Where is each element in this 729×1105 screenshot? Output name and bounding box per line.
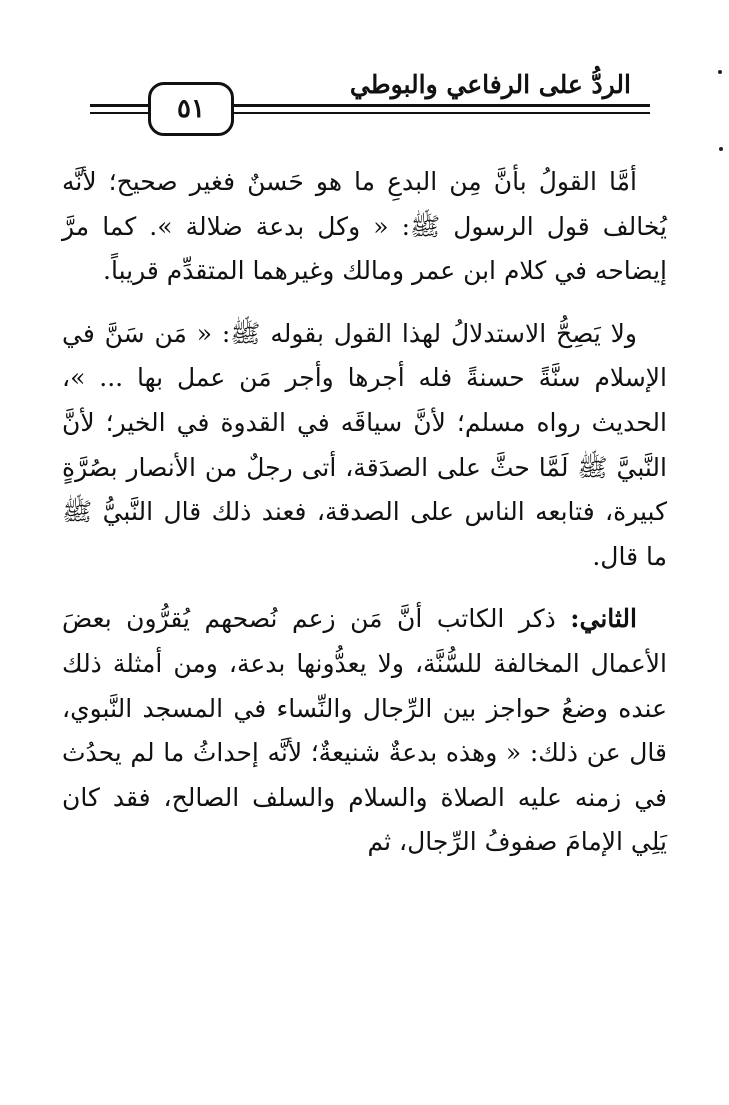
page-number: ٥١	[148, 82, 234, 136]
paragraph-text: ذكر الكاتب أنَّ مَن زعم نُصحهم يُقرُّون بعضَ الأعمال المخالفة للسُّنَّة، ولا يعدُّونها بدعة، ومن أمثلة ذلك عنده وضعُ حواجز بين الرِّجال والنِّساء في المسجد النَّبوي، قال عن ذلك: « وهذه بدعةٌ شنيعةٌ؛ لأنَّه إحداثُ ما لم يحدُث في زمنه عليه الصلاة والسلام والسلف الصالح، فقد كان يَلِي الإمامَ صفوفُ الرِّجال، ثم	[62, 604, 667, 857]
paragraph-text: أمَّا القولُ بأنَّ مِن البدعِ ما هو حَسنٌ فغير صحيح؛ لأنَّه يُخالف قول الرسول ﷺ: « وكل بدعة ضلالة ». كما مرَّ إيضاحه في كلام ابن عمر ومالك وغيرهما المتقدِّم قريباً.	[62, 167, 667, 286]
paragraph-lead: الثاني:	[570, 604, 637, 634]
paragraph-text: ولا يَصِحُّ الاستدلالُ لهذا القول بقوله ﷺ: « مَن سَنَّ في الإسلام سنَّةً حسنةً فله أجرها وأجر مَن عمل بها ... »، الحديث رواه مسلم؛ لأنَّ سياقَه في القدوة في الخير؛ لأنَّ النَّبيَّ ﷺ لَمَّا حثَّ على الصدَقة، أتى رجلٌ من الأنصار بصُرَّةٍ كبيرة، فتابعه الناس على الصدقة، فعند ذلك قال النَّبيُّ ﷺ ما قال.	[62, 318, 667, 571]
paragraph-1	[62, 160, 667, 294]
running-title: الردُّ على الرفاعي والبوطي	[349, 70, 631, 99]
margin-mark	[719, 147, 723, 151]
paragraph-2	[62, 312, 667, 580]
body-text	[62, 160, 667, 883]
margin-mark	[718, 70, 722, 74]
paragraph-3	[62, 597, 667, 865]
